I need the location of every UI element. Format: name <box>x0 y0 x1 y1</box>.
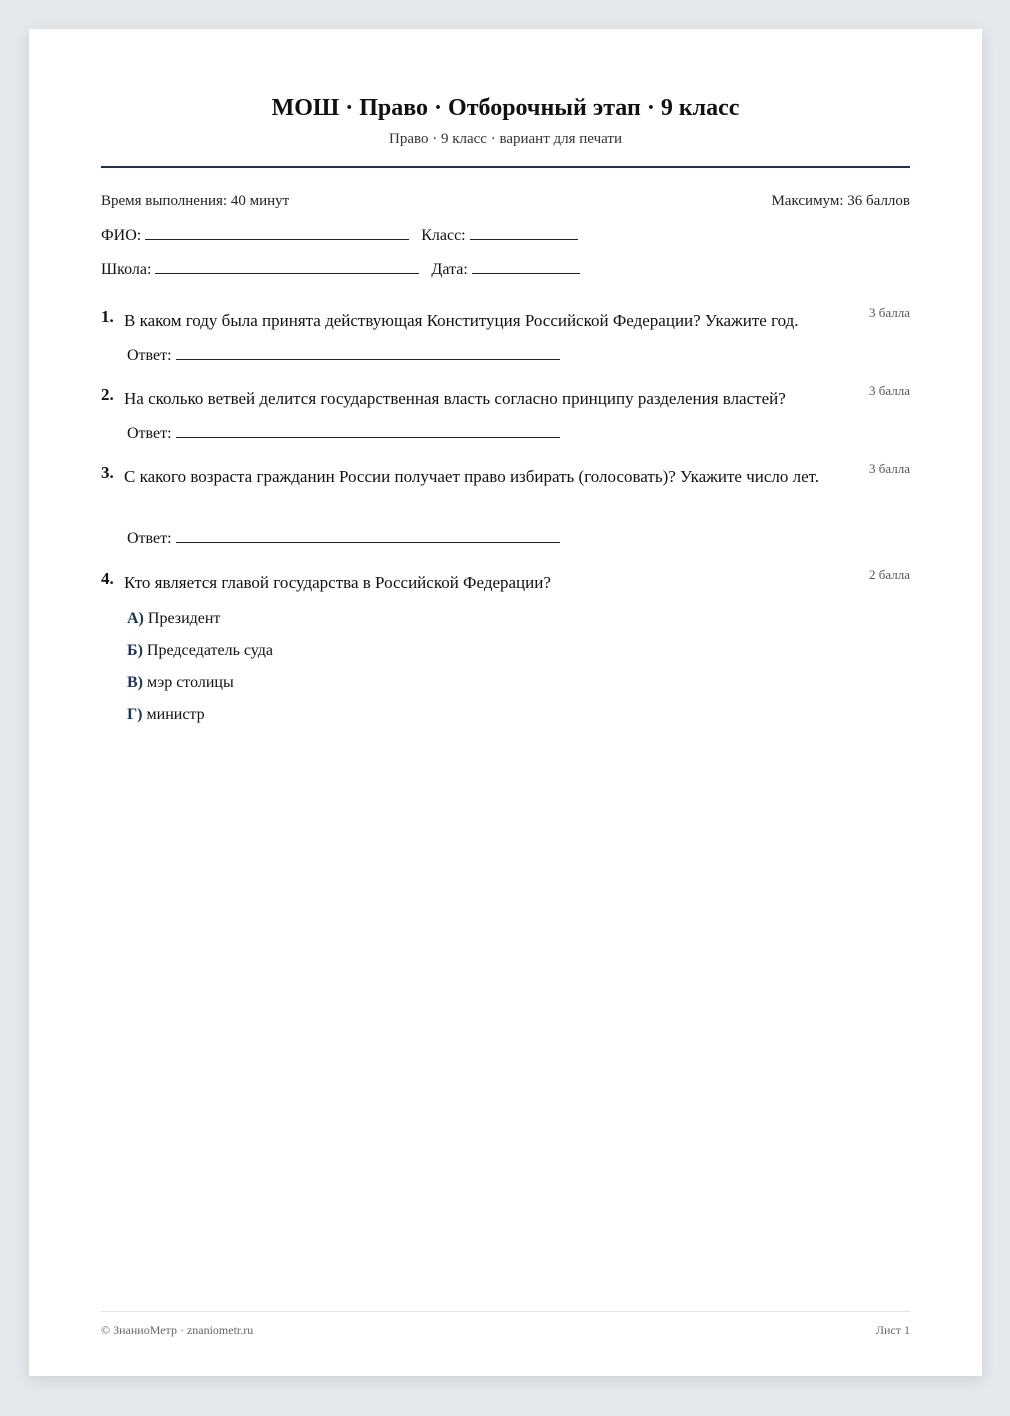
answer-field[interactable] <box>176 423 560 438</box>
question-number: 3. <box>101 463 114 482</box>
date-field[interactable] <box>472 259 580 274</box>
answer-row <box>127 423 560 443</box>
worksheet-page <box>29 29 982 1376</box>
fio-class-row <box>101 225 578 245</box>
option-text: Президент <box>147 610 221 627</box>
question-text: С какого возраста гражданин России получает право избирать (голосовать)? Укажите число лет. <box>124 467 820 486</box>
option-text: Председатель суда <box>146 642 274 659</box>
answer-label: Ответ: <box>127 347 172 364</box>
max-score: Максимум: 36 баллов <box>771 193 910 209</box>
answer-field[interactable] <box>176 345 560 360</box>
class-field[interactable] <box>470 225 578 240</box>
answer-field[interactable] <box>176 528 560 543</box>
school-field[interactable] <box>155 259 419 274</box>
option-text: мэр столицы <box>147 674 234 691</box>
fio-field[interactable] <box>145 225 409 240</box>
question-text: В каком году была принята действующая Конституция Российской Федерации? Укажите год. <box>124 311 799 330</box>
page-number: Лист 1 <box>875 1323 910 1337</box>
option-letter: Г) <box>127 706 143 723</box>
school-date-row <box>101 259 580 279</box>
answer-option-c[interactable] <box>127 674 234 692</box>
option-letter: В) <box>127 674 143 691</box>
question-points: 3 балла <box>869 461 910 476</box>
footer-divider <box>101 1311 910 1312</box>
option-letter: Б) <box>127 642 143 659</box>
meta-row <box>101 193 910 210</box>
question-points: 3 балла <box>869 383 910 398</box>
answer-label: Ответ: <box>127 425 172 442</box>
question-number: 1. <box>101 307 114 326</box>
answer-option-b[interactable] <box>127 642 273 660</box>
time-limit: Время выполнения: 40 минут <box>101 193 290 209</box>
question-number: 4. <box>101 569 114 588</box>
question-points: 2 балла <box>869 567 910 582</box>
question-text: Кто является главой государства в Российской Федерации? <box>124 573 551 592</box>
option-text: министр <box>146 706 205 723</box>
question-text: На сколько ветвей делится государственная власть согласно принципу разделения властей? <box>124 389 786 408</box>
answer-row <box>127 528 560 548</box>
answer-option-a[interactable] <box>127 610 220 628</box>
date-label: Дата: <box>431 261 468 278</box>
answer-label: Ответ: <box>127 530 172 547</box>
question-points: 3 балла <box>869 305 910 320</box>
class-label: Класс: <box>421 227 466 244</box>
header-divider <box>101 166 910 168</box>
school-label: Школа: <box>101 261 152 278</box>
page-title: МОШ · Право · Отборочный этап · 9 класс <box>271 95 740 121</box>
answer-row <box>127 345 560 365</box>
page-subtitle: Право · 9 класс · вариант для печати <box>389 131 622 147</box>
question-number: 2. <box>101 385 114 404</box>
footer-copyright: © ЗнаниоМетр · znaniometr.ru <box>101 1323 254 1337</box>
fio-label: ФИО: <box>101 227 142 244</box>
answer-option-d[interactable] <box>127 706 205 724</box>
option-letter: А) <box>127 610 144 627</box>
